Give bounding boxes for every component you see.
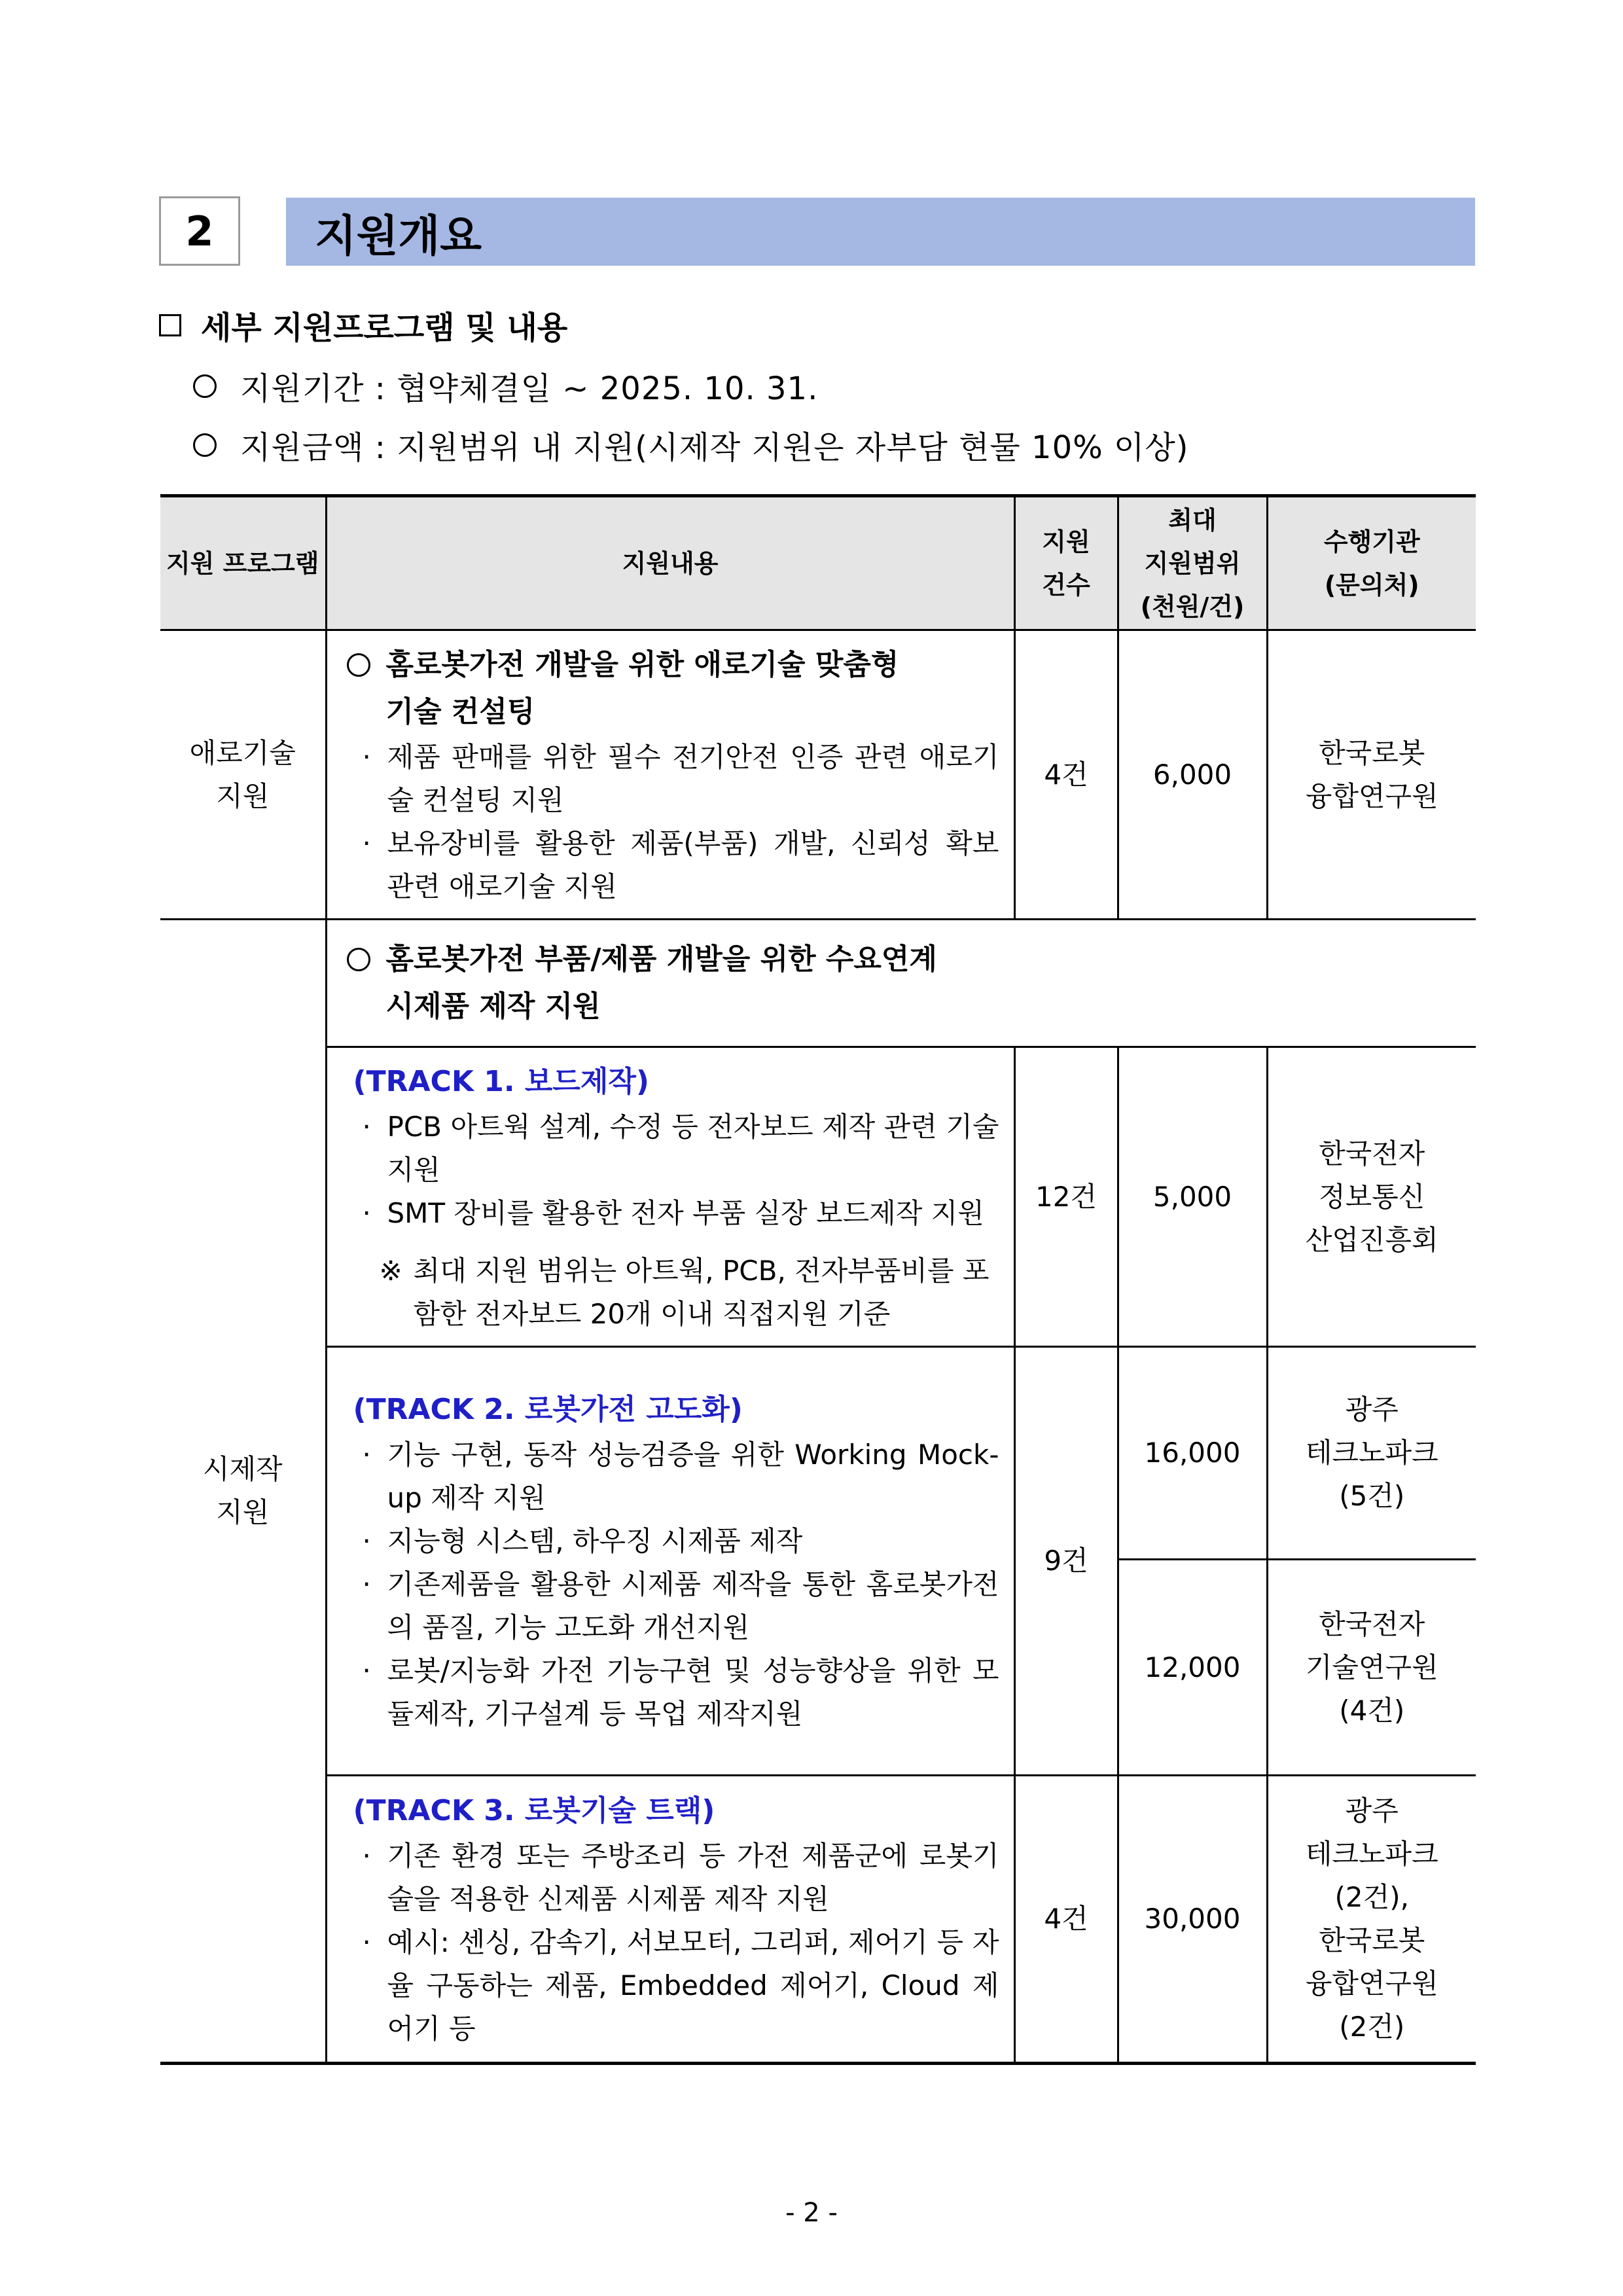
bullet-period [193,363,818,408]
bullet-amount-text: 지원금액 : 지원범위 내 지원(시제작 지원은 자부담 현물 10% 이상) [240,429,1189,466]
list-item: · PCB 아트웍 설계, 수정 등 전자보드 제작 관련 기술 지원 [362,1110,999,1186]
max-track1: 5,000 [1118,1047,1267,1347]
track2-title: (TRACK 2. 로봇가전 고도화) [353,1393,743,1426]
list-item: · 로봇/지능화 가전 기능구현 및 성능향상을 위한 모듈제작, 기구설계 등 목업 제작지원 [362,1655,999,1730]
header-count: 지원 건수 [1014,496,1118,630]
track1-title: (TRACK 1. 보드제작) [353,1064,650,1098]
list-item: · SMT 장비를 활용한 전자 부품 실장 보드제작 지원 [362,1196,984,1229]
content-prototype-heading [326,920,1476,1047]
header-content: 지원내용 [326,496,1014,630]
header-max: 최대 지원범위 (천원/건) [1118,496,1267,630]
table-row-prototype-heading [160,920,1476,1047]
table-row-track2a [160,1347,1476,1560]
max-track2a: 16,000 [1118,1347,1267,1560]
checkbox-square-icon [159,314,181,336]
program-prototype: 시제작 지원 [160,920,326,2064]
subheading-text: 세부 지원프로그램 및 내용 [201,310,568,346]
circle-bullet-icon [347,653,370,677]
bullet-period-text: 지원기간 : 협약체결일 ~ 2025. 10. 31. [240,370,819,407]
list-item: · 보유장비를 활용한 제품(부품) 개발, 신뢰성 확보 관련 애로기술 지원 [362,827,999,903]
bullet-amount [193,422,1188,467]
max-consulting: 6,000 [1118,630,1267,920]
track1-note: ※ 최대 지원 범위는 아트웍, PCB, 전자부품비를 포함한 전자보드 20개 이내 직접지원 기준 [379,1254,990,1330]
list-item: · 기능 구현, 동작 성능검증을 위한 Working Mock-up 제작 지원 [362,1439,999,1514]
list-item: · 지능형 시스템, 하우징 시제품 제작 [362,1525,803,1557]
content-track1 [326,1047,1014,1347]
track3-title: (TRACK 3. 로봇기술 트랙) [353,1794,715,1827]
agency-track2b: 한국전자 기술연구원 (4건) [1267,1560,1476,1776]
circle-bullet-icon [193,374,217,398]
section-title: 지원개요 [286,198,1475,266]
circle-bullet-icon [193,433,217,457]
agency-track1: 한국전자 정보통신 산업진흥회 [1267,1047,1476,1347]
content-consulting [326,630,1014,920]
subheading [159,302,567,348]
count-track1: 12건 [1014,1047,1118,1347]
list-item: · 기존제품을 활용한 시제품 제작을 통한 홈로봇가전의 품질, 기능 고도화 개선지원 [362,1568,999,1643]
agency-track2a: 광주 테크노파크 (5건) [1267,1347,1476,1560]
count-track3: 4건 [1014,1776,1118,2064]
page-number: - 2 - [785,2198,838,2228]
count-track2: 9건 [1014,1347,1118,1776]
header-program: 지원 프로그램 [160,496,326,630]
list-item: · 기존 환경 또는 주방조리 등 가전 제품군에 로봇기술을 적용한 신제품 시제품 제작 지원 [362,1840,999,1915]
support-program-table [160,494,1476,2065]
list-item: · 제품 판매를 위한 필수 전기안전 인증 관련 애로기술 컨설팅 지원 [362,740,999,816]
content-track2 [326,1347,1014,1776]
count-consulting: 4건 [1014,630,1118,920]
agency-consulting: 한국로봇 융합연구원 [1267,630,1476,920]
consulting-heading: 홈로봇가전 개발을 위한 애로기술 맞춤형 기술 컨설팅 [342,641,999,736]
agency-track3: 광주 테크노파크 (2건), 한국로봇 융합연구원 (2건) [1267,1776,1476,2064]
header-agency: 수행기관 (문의처) [1267,496,1476,630]
list-item: · 예시: 센싱, 감속기, 서보모터, 그리퍼, 제어기 등 자율 구동하는 제품, Embedded 제어기, Cloud 제어기 등 [362,1926,999,2045]
prototype-heading: 홈로봇가전 부품/제품 개발을 위한 수요연계 시제품 제작 지원 [342,936,1462,1030]
section-number: 2 [159,196,240,266]
program-consulting: 애로기술 지원 [160,630,326,920]
table-row-consulting [160,630,1476,920]
table-row-track1 [160,1047,1476,1347]
content-track3 [326,1776,1014,2064]
circle-bullet-icon [347,948,370,971]
table-row-track3 [160,1776,1476,2064]
table-header-row [160,496,1476,630]
max-track2b: 12,000 [1118,1560,1267,1776]
max-track3: 30,000 [1118,1776,1267,2064]
